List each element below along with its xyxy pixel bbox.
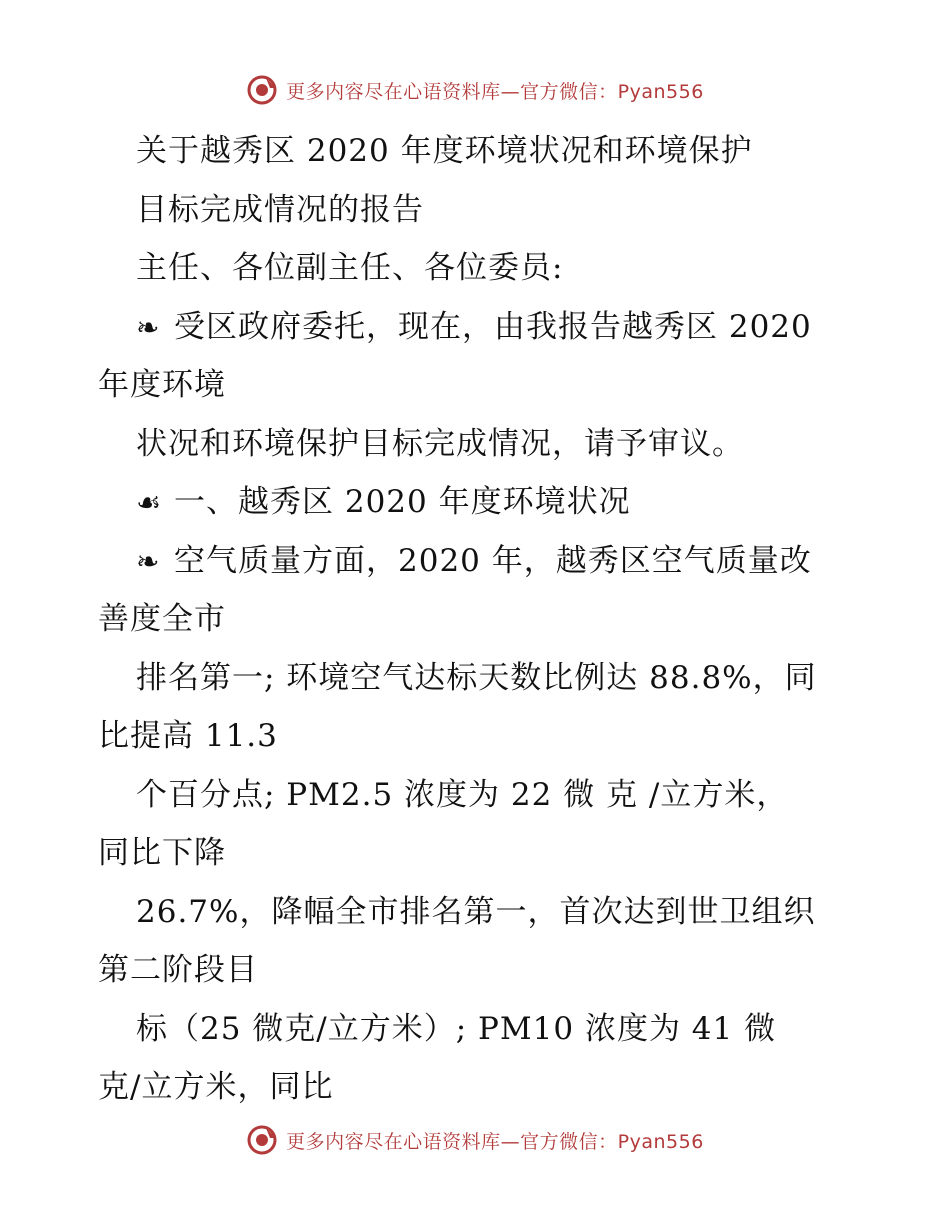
banner-text: 更多内容尽在心语资料库—官方微信：Pyan556 [286,80,704,103]
banner-text: 更多内容尽在心语资料库—官方微信：Pyan556 [286,1130,704,1153]
line-text: 受区政府委托，现在，由我报告越秀区 2020 [174,308,812,345]
paragraph-line [98,941,858,1000]
paragraph-line [98,707,858,766]
paragraph-line [98,473,858,532]
line-text: 标（25 微克/立方米）; PM10 浓度为 41 微 [136,1010,777,1047]
line-text: 比提高 11.3 [98,718,278,754]
paragraph-line [98,883,858,942]
footer-banner [0,1120,950,1160]
fleuron-bullet-icon: ❧ [136,310,161,344]
stamp-logo-icon [246,74,278,106]
stamp-logo-icon [246,1124,278,1156]
paragraph-line [98,122,858,181]
line-text: 空气质量方面，2020 年，越秀区空气质量改 [174,542,812,579]
line-text: 一、越秀区 2020 年度环境状况 [174,484,631,520]
paragraph-line [98,532,858,591]
line-text: 主任、各位副主任、各位委员: [136,250,564,286]
line-text: 26.7%，降幅全市排名第一，首次达到世卫组织 [136,893,816,930]
fleuron-bullet-icon: ☙ [136,486,163,519]
header-banner [0,70,950,110]
paragraph-line [98,415,858,474]
paragraph-line [98,181,858,240]
paragraph-line [98,239,858,298]
line-text: 个百分点; PM2.5 浓度为 22 微 克 /立方米， [136,776,789,813]
paragraph-line [98,590,858,649]
line-text: 克/立方米，同比 [98,1069,334,1105]
paragraph-line [98,824,858,883]
line-text: 善度全市 [98,601,226,637]
line-text: 同比下降 [98,835,226,871]
paragraph-line [98,356,858,415]
paragraph-line [98,298,858,357]
paragraph-line [98,766,858,825]
document-body [98,122,858,1117]
line-text: 排名第一; 环境空气达标天数比例达 88.8%，同 [136,659,817,696]
line-text: 第二阶段目 [98,952,258,988]
line-text: 关于越秀区 2020 年度环境状况和环境保护 [136,133,753,169]
line-text: 状况和环境保护目标完成情况，请予审议。 [136,425,744,462]
line-text: 年度环境 [98,367,226,403]
fleuron-bullet-icon: ❧ [136,544,161,578]
paragraph-line [98,1000,858,1059]
paragraph-line [98,649,858,708]
paragraph-line [98,1058,858,1117]
line-text: 目标完成情况的报告 [136,191,424,228]
